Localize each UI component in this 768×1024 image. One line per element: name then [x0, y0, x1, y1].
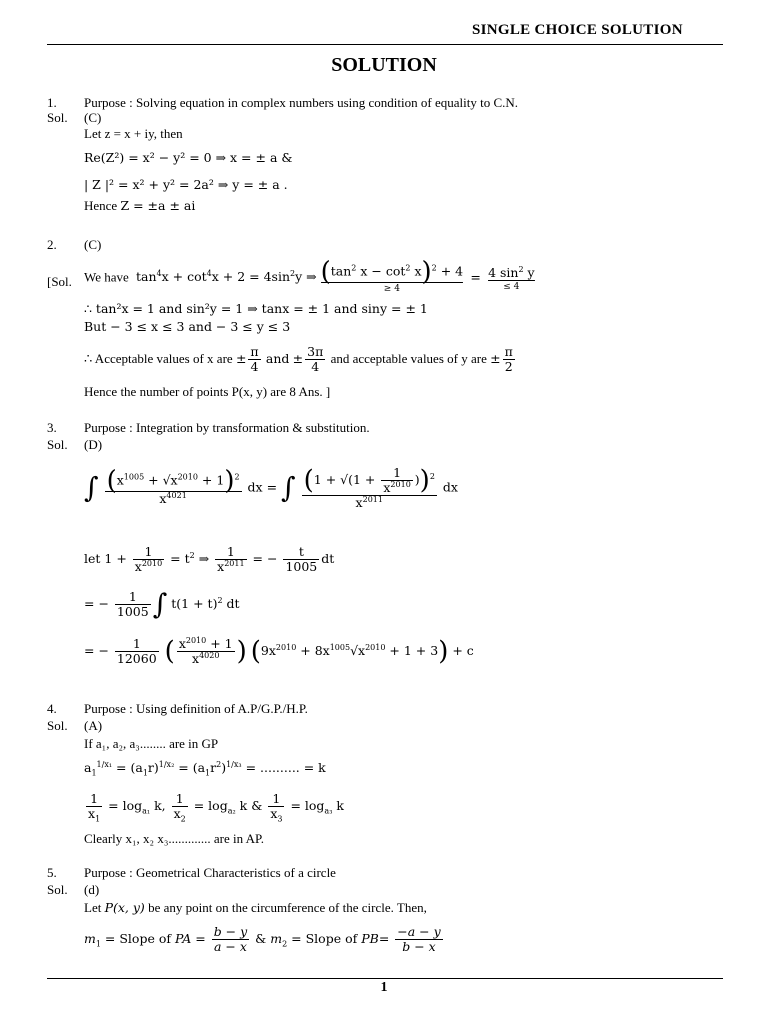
q3-purpose: Purpose : Integration by transformation & substitution.: [84, 420, 370, 435]
q1-line1: Let z = x + iy, then: [84, 126, 183, 141]
q2-we-have: We have: [84, 269, 129, 285]
q2-answer: (C): [84, 237, 102, 252]
q5-number: 5.: [47, 865, 57, 880]
q2-equation: We have $\tan^4x + \cot^4x + 2 = 4\sin^2y$ ⇒ ($\tan^2$ $x - \cot^2 x)^2 + 4$ ≥ 4 = 4 $\sin^2 y$ ≤ 4: [84, 257, 535, 294]
q3-sol-label: Sol.: [47, 437, 68, 452]
q4-line1: If a₁, a₂, a₃........ are in GP: [84, 736, 219, 751]
q2-line3: But − 3 ≤ x ≤ 3 and − 3 ≤ y ≤ 3: [84, 319, 291, 334]
q2-acceptable-y: and acceptable values of y are: [330, 351, 487, 366]
running-header: SINGLE CHOICE SOLUTION: [472, 22, 683, 38]
q5-purpose: Purpose : Geometrical Characteristics of a circle: [84, 865, 336, 880]
q5-answer: (d): [84, 882, 100, 897]
q3-number: 3.: [47, 420, 57, 435]
q1-result: Z = ±a ± ai: [120, 198, 196, 213]
q2-line5: Hence the number of points P(x, y) are 8 Ans. ]: [84, 384, 331, 399]
footer-rule: [47, 978, 723, 979]
q5-line1: Let P(x, y) be any point on the circumference of the circle. Then,: [84, 900, 427, 915]
q1-sol-label: Sol.: [47, 110, 68, 125]
q1-number: 1.: [47, 95, 57, 110]
q4-number: 4.: [47, 701, 57, 716]
page-title: SOLUTION: [331, 54, 437, 76]
q5-slopes: $m_1$ = Slope of PA = $\frac{b - y}{a - x}$ & $m_2$ = Slope of PB= $\frac{-a - y}{b - x}$: [84, 924, 441, 954]
q2-line2: ∴ tan²x = 1 and sin²y = 1 ⇒ tanx = ± 1 and siny = ± 1: [84, 301, 428, 316]
q1-answer: (C): [84, 110, 102, 125]
q3-answer: (D): [84, 437, 103, 452]
q1-line4: [84, 198, 195, 214]
q1-line3: | Z |² = x² + y² = 2a² ⇒ y = ± a .: [84, 177, 288, 192]
q2-line4: ∴ Acceptable values of x are ± $\frac{\pi}{4}$ and ± $\frac{3\pi}{4}$ and acceptable values of y are ± $\frac{\pi}{2}$: [84, 344, 513, 374]
q2-acceptable-x: ∴ Acceptable values of x are: [84, 351, 233, 366]
q5-let: Let: [84, 900, 102, 915]
q4-answer: (A): [84, 718, 103, 733]
q4-sol-label: Sol.: [47, 718, 68, 733]
q3-substitution: let 1 + $\frac{1}{x^{2010}}$ = $t^2$ ⇒ $\frac{1}{x^{2011}}$ = − $\frac{t}{1005}$ dt: [84, 544, 335, 574]
page-number: 1: [380, 980, 388, 995]
header-rule: [47, 44, 723, 45]
q5-any-point: be any point on the circumference of the circle. Then,: [148, 900, 427, 915]
q2-sol-label: [Sol.: [47, 274, 72, 289]
q1-hence: Hence: [84, 198, 118, 213]
q3-step: = − $\frac{1}{1005}$ ∫ $t(1 + t)^2$ dt: [84, 587, 240, 621]
q3-integral: ∫ $\frac{(x^{1005} + √x^{2010} + 1)^2}{x^{4021}}$ dx = ∫ (1 + √(1 + $\frac{1}{x^{2010}}$ ))$^2$ $x^{2011}$ dx: [84, 465, 458, 510]
q5-sol-label: Sol.: [47, 882, 68, 897]
q4-purpose: Purpose : Using definition of A.P/G.P./H.P.: [84, 701, 308, 716]
q2-number: 2.: [47, 237, 57, 252]
q3-result: = − $\frac{1}{12060}$ ( $\frac{x^{2010} + 1}{x^{4020}}$ ) $(9x^{2010} + 8x^{1005}√x^{2010} + 1 + 3) + c$: [84, 635, 474, 667]
q1-purpose: Purpose : Solving equation in complex numbers using condition of equality to C.N.: [84, 95, 519, 110]
q1-line2: Re(Z²) = x² − y² = 0 ⇒ x = ± a &: [84, 150, 293, 165]
q4-line2: $a_1^{1/x_1} = (a_1r)^{1/x_2} = (a_1r^2)^{1/x_3}$ = .......... = k: [84, 759, 326, 778]
q4-line3: $\frac{1}{x_1}$ = $\log_{a_1} k$, $\frac{1}{x_2}$ = $\log_{a_2} k$ & $\frac{1}{x_3}$ = $\log_{a_3} k$: [88, 791, 344, 824]
q4-line4: Clearly x₁, x₂ x₃............. are in AP.: [84, 831, 265, 846]
